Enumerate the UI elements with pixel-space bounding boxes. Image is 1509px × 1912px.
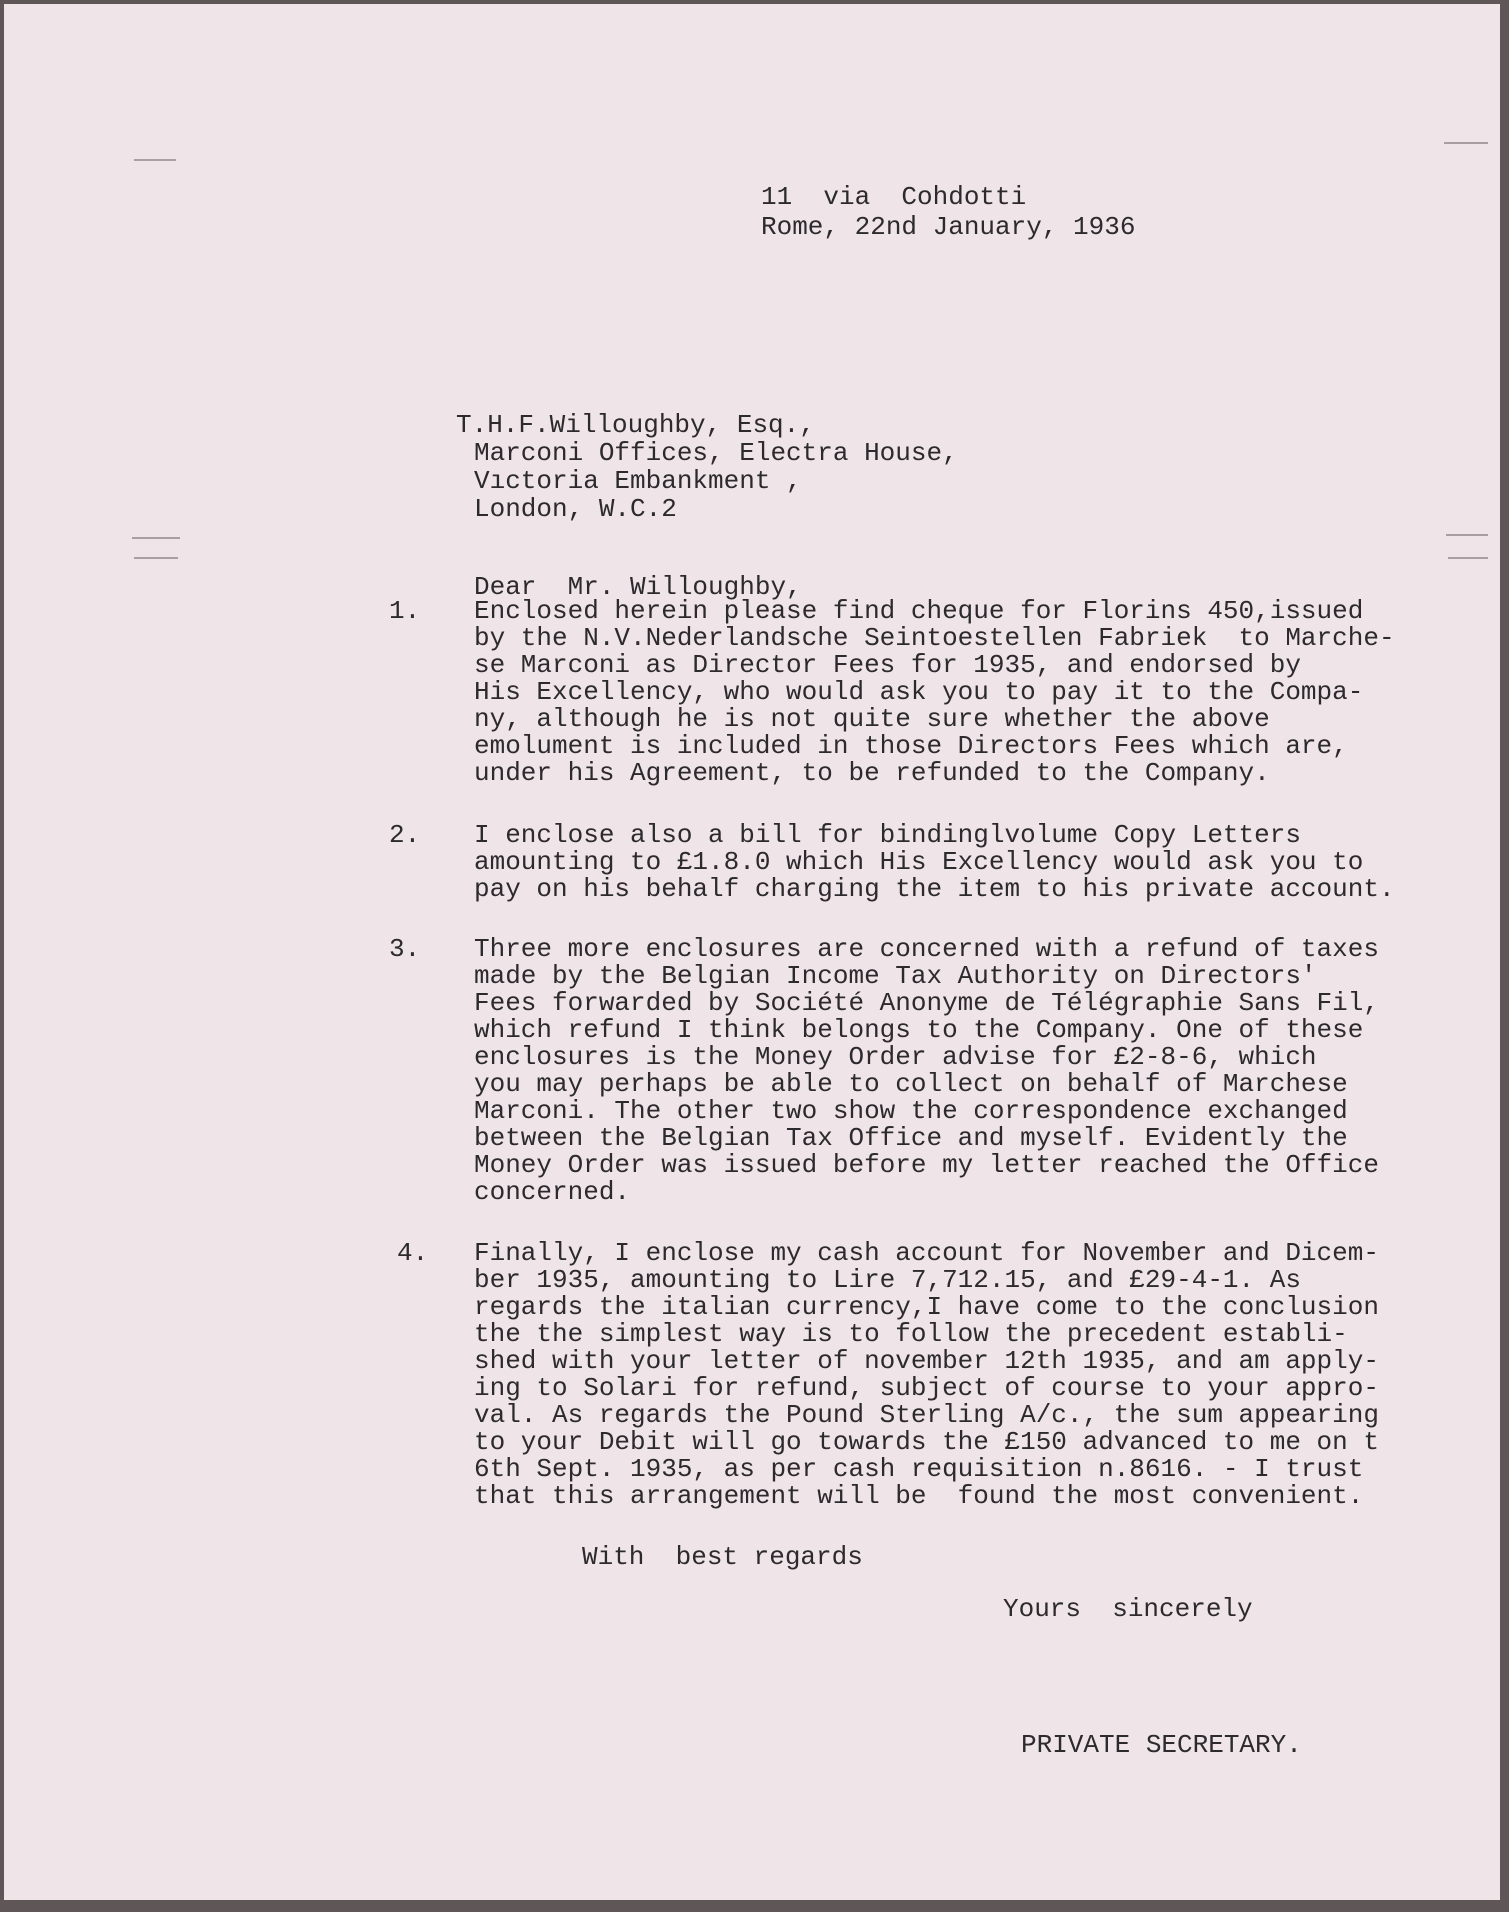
paragraph-1-line: emolument is included in those Directors Fees which are, <box>474 731 1348 761</box>
letter-date: Rome, 22nd January, 1936 <box>761 212 1136 242</box>
left-margin-mark-2 <box>132 537 180 539</box>
signature-title: PRIVATE SECRETARY. <box>1021 1730 1302 1760</box>
paragraph-3-line: made by the Belgian Income Tax Authority on Directors' <box>474 961 1317 991</box>
closing-sincerely: Yours sincerely <box>1003 1594 1253 1624</box>
paragraph-4-line: regards the italian currency,I have come to the conclusion <box>474 1292 1379 1322</box>
left-margin-mark-3 <box>134 557 178 559</box>
recipient-city: London, W.C.2 <box>474 494 677 524</box>
paragraph-3-line: between the Belgian Tax Office and myself. Evidently the <box>474 1123 1348 1153</box>
paragraph-4-line: to your Debit will go towards the £150 advanced to me on t <box>474 1427 1379 1457</box>
paragraph-1-line: Enclosed herein please find cheque for Florins 450,issued <box>474 596 1364 626</box>
closing-regards: With best regards <box>582 1542 863 1572</box>
paragraph-3-line: Marconi. The other two show the correspondence exchanged <box>474 1096 1348 1126</box>
right-margin-mark-3 <box>1448 557 1488 559</box>
paragraph-1-line: under his Agreement, to be refunded to the Company. <box>474 758 1270 788</box>
paragraph-4-line: the the simplest way is to follow the precedent establi- <box>474 1319 1348 1349</box>
sender-street: 11 via Cohdotti <box>761 182 1027 212</box>
paragraph-2-line: amounting to £1.8.0 which His Excellency would ask you to <box>474 847 1364 877</box>
paragraph-1-line: ny, although he is not quite sure whether the above <box>474 704 1270 734</box>
paragraph-3-line: Three more enclosures are concerned with a refund of taxes <box>474 934 1379 964</box>
paragraph-4-line: shed with your letter of november 12th 1935, and am apply- <box>474 1346 1379 1376</box>
paragraph-3-line: you may perhaps be able to collect on behalf of Marchese <box>474 1069 1348 1099</box>
paragraph-4-line: ing to Solari for refund, subject of course to your appro- <box>474 1373 1379 1403</box>
paragraph-4-line: ber 1935, amounting to Lire 7,712.15, and £29-4-1. As <box>474 1265 1301 1295</box>
paragraph-1-line: by the N.V.Nederlandsche Seintoestellen Fabriek to Marche- <box>474 623 1395 653</box>
left-margin-mark-1 <box>134 159 176 161</box>
paragraph-1-line: se Marconi as Director Fees for 1935, and endorsed by <box>474 650 1301 680</box>
salutation: Dear Mr. Willoughby, <box>474 572 802 602</box>
paragraph-3 <box>474 936 1379 1206</box>
recipient-name: T.H.F.Willoughby, Esq., <box>456 410 815 440</box>
paragraph-3-line: which refund I think belongs to the Company. One of these <box>474 1015 1364 1045</box>
paragraph-3-line: enclosures is the Money Order advise for £2-8-6, which <box>474 1042 1317 1072</box>
paragraph-number-2: 2. <box>389 820 421 850</box>
paragraph-2 <box>474 822 1395 903</box>
paragraph-number-1: 1. <box>389 596 421 626</box>
paragraph-2-line: pay on his behalf charging the item to his private account. <box>474 874 1395 904</box>
paragraph-number-3: 3. <box>389 934 421 964</box>
paragraph-4-line: Finally, I enclose my cash account for November and Dicem- <box>474 1238 1379 1268</box>
paragraph-4 <box>474 1240 1379 1510</box>
paragraph-number-4: 4. <box>397 1238 429 1268</box>
paragraph-4-line: that this arrangement will be found the most convenient. <box>474 1481 1364 1511</box>
paragraph-3-line: Fees forwarded by Société Anonyme de Télégraphie Sans Fil, <box>474 988 1379 1018</box>
recipient-street: Vıctoria Embankment , <box>474 466 802 496</box>
paragraph-4-line: 6th Sept. 1935, as per cash requisition n.8616. - I trust <box>474 1454 1364 1484</box>
letter-page <box>4 4 1500 1900</box>
right-margin-mark-2 <box>1446 534 1488 536</box>
paragraph-2-line: I enclose also a bill for bindinglvolume Copy Letters <box>474 820 1301 850</box>
paragraph-3-line: Money Order was issued before my letter reached the Office <box>474 1150 1379 1180</box>
recipient-office: Marconi Offices, Electra House, <box>474 438 958 468</box>
paragraph-1-line: His Excellency, who would ask you to pay it to the Compa- <box>474 677 1364 707</box>
right-margin-mark-1 <box>1444 142 1488 144</box>
paragraph-3-line: concerned. <box>474 1177 631 1207</box>
paragraph-4-line: val. As regards the Pound Sterling A/c., the sum appearing <box>474 1400 1379 1430</box>
paragraph-1 <box>474 598 1395 787</box>
